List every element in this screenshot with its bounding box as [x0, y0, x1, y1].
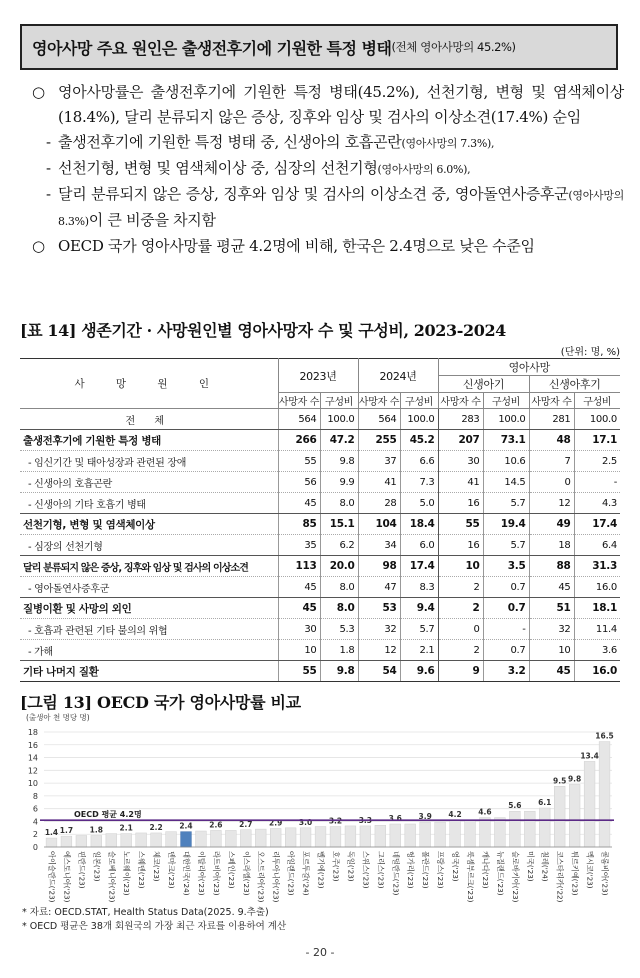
table-row — [20, 598, 620, 619]
deaths-cell: 35 — [278, 535, 320, 556]
deaths-cell: 2 — [438, 577, 483, 598]
deaths-cell: 266 — [278, 430, 320, 451]
chart-bar — [136, 833, 147, 847]
sub-bullet-3-text: 달리 분류되지 않은 증상, 징후와 임상 및 검사의 이상소견 중, 영아돌연사증후군 — [58, 185, 569, 203]
average-note: * OECD 평균은 38개 회원국의 가장 최근 자료를 이용하여 계산 — [22, 921, 287, 932]
row-label: 전 체 — [20, 409, 278, 430]
ratio-cell: 5.7 — [483, 493, 529, 514]
deaths-cell: 55 — [278, 451, 320, 472]
chart-bar — [420, 822, 431, 847]
data-label: 1.4 — [44, 828, 59, 838]
table-row — [20, 430, 620, 451]
deaths-cell: 37 — [358, 451, 400, 472]
oecd-average-label: OECD 평균 4.2명 — [74, 810, 142, 820]
ratio-cell: 2.5 — [574, 451, 620, 472]
header-postneonatal: 신생아후기 — [529, 376, 620, 393]
row-label: - 신생아의 기타 호흡기 병태 — [20, 493, 278, 514]
deaths-cell: 207 — [438, 430, 483, 451]
ratio-cell: 9.6 — [400, 661, 438, 682]
header-ratio: 구성비 — [574, 393, 620, 409]
ratio-cell: 2.1 — [400, 640, 438, 661]
deaths-cell: 10 — [529, 640, 574, 661]
sub-bullet-1-text: 출생전후기에 기원한 특정 병태 중, 신생아의 호흡곤란 — [58, 133, 402, 151]
dash-marker: - — [46, 159, 51, 177]
y-tick-label: 2 — [32, 830, 38, 840]
row-label: - 신생아의 호흡곤란 — [20, 472, 278, 493]
ratio-cell: 9.4 — [400, 598, 438, 619]
deaths-cell: 45 — [529, 577, 574, 598]
ratio-cell: 9.8 — [320, 661, 358, 682]
chart-bar — [225, 830, 236, 847]
ratio-cell: 6.4 — [574, 535, 620, 556]
section-title-note: (전체 영아사망의 45.2%) — [391, 40, 516, 54]
chart-bar — [76, 836, 87, 848]
data-label: 4.6 — [478, 807, 492, 817]
ratio-cell: 9.9 — [320, 472, 358, 493]
chart-bar — [405, 824, 416, 847]
ratio-cell: 17.4 — [574, 514, 620, 535]
header-ratio: 구성비 — [400, 393, 438, 409]
deaths-cell: 0 — [529, 472, 574, 493]
bullet-1: ○ 영아사망률은 출생전후기에 기원한 특정 병태(45.2%), 선천기형, 변형 및 염색체이상(18.4%), 달리 분류되지 않은 증상, 징후와 임상 및 검사의 이상소견(17.4%) 순임 — [32, 80, 624, 130]
chart-bar — [240, 830, 251, 847]
sub-bullet-1 — [32, 130, 624, 156]
chart-bar — [554, 786, 565, 847]
x-tick-label: 아이슬란드('23) — [47, 851, 57, 902]
ratio-cell: 45.2 — [400, 430, 438, 451]
data-label: 2.6 — [209, 820, 223, 830]
x-tick-label: 독일('23) — [346, 851, 356, 882]
deaths-cell: 45 — [278, 493, 320, 514]
header-deaths: 사망자 수 — [278, 393, 320, 409]
x-tick-label: 스웨덴('23) — [137, 851, 147, 889]
deaths-cell: 41 — [438, 472, 483, 493]
ratio-cell: 100.0 — [574, 409, 620, 430]
header-ratio: 구성비 — [483, 393, 529, 409]
x-tick-label: 노르웨이('23) — [122, 851, 132, 896]
chart-bar — [375, 825, 386, 847]
data-label: 6.1 — [538, 798, 552, 808]
table-row — [20, 514, 620, 535]
ratio-cell: 8.0 — [320, 577, 358, 598]
ratio-cell: 3.2 — [483, 661, 529, 682]
header-neonatal: 신생아기 — [438, 376, 529, 393]
deaths-cell: 98 — [358, 556, 400, 577]
deaths-cell: 47 — [358, 577, 400, 598]
page-number: - 20 - — [305, 946, 335, 959]
chart-bar — [121, 834, 132, 847]
x-tick-label: 덴마크('23) — [167, 851, 177, 889]
section-title: 영아사망 주요 원인은 출생전후기에 기원한 특정 병태 — [32, 38, 392, 58]
table-row — [20, 577, 620, 598]
deaths-cell: 12 — [358, 640, 400, 661]
deaths-cell: 28 — [358, 493, 400, 514]
chart-bar — [211, 830, 222, 847]
chart-bar — [495, 818, 506, 847]
ratio-cell: 3.5 — [483, 556, 529, 577]
section-title-box — [20, 24, 618, 70]
table-row — [20, 619, 620, 640]
data-label: 2.1 — [119, 823, 133, 833]
x-tick-label: 폴란드('23) — [421, 851, 431, 889]
row-label: - 호흡과 관련된 기타 불의의 위협 — [20, 619, 278, 640]
chart-bar — [509, 811, 520, 847]
ratio-cell: 5.7 — [483, 535, 529, 556]
row-label: - 영아돌연사증후군 — [20, 577, 278, 598]
ratio-cell: 0.7 — [483, 640, 529, 661]
deaths-cell: 56 — [278, 472, 320, 493]
sub-bullet-3-note: (영아사망의 8.3%) — [58, 189, 624, 228]
chart-bar — [46, 838, 57, 847]
ratio-cell: 11.4 — [574, 619, 620, 640]
x-tick-label: 핀란드('23) — [77, 851, 87, 889]
x-tick-label: 뉴질랜드('23) — [495, 851, 505, 896]
row-label: 출생전후기에 기원한 특정 병태 — [20, 430, 278, 451]
deaths-cell: 16 — [438, 535, 483, 556]
x-tick-label: 슬로베니아('23) — [107, 851, 117, 902]
sub-bullet-2-text: 선천기형, 변형 및 염색체이상 중, 심장의 선천기형 — [58, 159, 378, 177]
data-label: 9.8 — [567, 774, 582, 784]
x-tick-label: 오스트리아('23) — [256, 851, 266, 902]
x-tick-label: 그리스('23) — [376, 851, 386, 889]
y-tick-label: 12 — [27, 766, 38, 776]
chart-bar — [569, 784, 580, 847]
x-tick-label: 일본('23) — [92, 851, 102, 882]
ratio-cell: 100.0 — [320, 409, 358, 430]
ratio-cell: 15.1 — [320, 514, 358, 535]
table-row — [20, 493, 620, 514]
oecd-infant-mortality-chart — [0, 710, 640, 902]
y-tick-label: 18 — [27, 728, 38, 737]
chart-bar — [181, 832, 192, 847]
deaths-cell: 32 — [529, 619, 574, 640]
header-deaths: 사망자 수 — [438, 393, 483, 409]
dash-marker: - — [46, 133, 51, 151]
ratio-cell: 10.6 — [483, 451, 529, 472]
row-label: 질병이환 및 사망의 외인 — [20, 598, 278, 619]
chart-bar — [285, 828, 296, 847]
row-label: 선천기형, 변형 및 염색체이상 — [20, 514, 278, 535]
chart-bar — [465, 820, 476, 847]
ratio-cell: 19.4 — [483, 514, 529, 535]
chart-bar — [599, 742, 610, 847]
x-tick-label: 체코('23) — [152, 851, 162, 882]
table-row — [20, 451, 620, 472]
ratio-cell: 47.2 — [320, 430, 358, 451]
data-label: 16.5 — [595, 731, 614, 741]
table-row — [20, 661, 620, 682]
deaths-cell: 104 — [358, 514, 400, 535]
x-tick-label: 캐나다('23) — [480, 851, 490, 889]
ratio-cell: 1.8 — [320, 640, 358, 661]
x-tick-label: 네덜란드('23) — [391, 851, 401, 896]
x-tick-label: 벨기에('23) — [316, 851, 326, 889]
header-cause: 사 망 원 인 — [20, 359, 278, 409]
ratio-cell: 5.3 — [320, 619, 358, 640]
x-tick-label: 헝가리('23) — [406, 851, 416, 889]
dash-marker: - — [46, 185, 51, 203]
row-label: - 임신기간 및 태아성장과 관련된 장애 — [20, 451, 278, 472]
sub-bullet-2-note: (영아사망의 6.0%), — [377, 163, 471, 176]
ratio-cell: 14.5 — [483, 472, 529, 493]
data-label: 2.7 — [239, 819, 253, 829]
deaths-cell: 0 — [438, 619, 483, 640]
deaths-cell: 55 — [438, 514, 483, 535]
chart-bar — [270, 828, 281, 847]
source-note: * 자료: OECD.STAT, Health Status Data(2025. 9.추출) — [22, 907, 269, 918]
ratio-cell: 4.3 — [574, 493, 620, 514]
data-label: 2.2 — [149, 822, 163, 832]
ratio-cell: 100.0 — [400, 409, 438, 430]
chart-bar — [345, 826, 356, 847]
data-label: 13.4 — [580, 751, 599, 761]
x-tick-label: 미국('23) — [525, 851, 535, 882]
deaths-cell: 7 — [529, 451, 574, 472]
x-tick-label: 아일랜드('23) — [286, 851, 296, 896]
figure-title: [그림 13] OECD 국가 영아사망률 비교 — [20, 693, 301, 712]
deaths-cell: 12 — [529, 493, 574, 514]
x-tick-label: 스위스('23) — [361, 851, 371, 889]
data-label: 3.2 — [328, 816, 343, 826]
deaths-cell: 564 — [358, 409, 400, 430]
chart-bar — [480, 818, 491, 847]
x-tick-label: 대한민국('24) — [182, 851, 191, 896]
deaths-cell: 2 — [438, 640, 483, 661]
x-tick-label: 이탈리아('23) — [196, 851, 206, 896]
ratio-cell: 6.2 — [320, 535, 358, 556]
deaths-cell: 45 — [529, 661, 574, 682]
row-label: - 가해 — [20, 640, 278, 661]
ratio-cell: - — [574, 472, 620, 493]
x-tick-label: 영국('23) — [451, 851, 461, 882]
chart-bar — [450, 820, 461, 847]
table-row — [20, 640, 620, 661]
deaths-cell: 34 — [358, 535, 400, 556]
deaths-cell: 10 — [438, 556, 483, 577]
ratio-cell: 100.0 — [483, 409, 529, 430]
deaths-cell: 16 — [438, 493, 483, 514]
header-infant-death: 영아사망 — [438, 359, 620, 376]
x-tick-label: 콜롬비아('23) — [600, 851, 610, 896]
x-tick-label: 에스토니아('23) — [62, 851, 72, 902]
deaths-cell: 88 — [529, 556, 574, 577]
deaths-cell: 53 — [358, 598, 400, 619]
x-tick-label: 멕시코('23) — [585, 851, 595, 889]
chart-bar — [151, 833, 162, 847]
ratio-cell: 3.6 — [574, 640, 620, 661]
x-tick-label: 룩셈부르크('23) — [466, 851, 475, 902]
y-tick-label: 6 — [32, 804, 38, 814]
data-label: 1.8 — [89, 825, 103, 835]
x-tick-label: 리투아니아('23) — [271, 851, 281, 902]
ratio-cell: 9.8 — [320, 451, 358, 472]
sub-bullet-1-note: (영아사망의 7.3%), — [401, 137, 495, 150]
ratio-cell: 18.4 — [400, 514, 438, 535]
table-unit: (단위: 명, %) — [560, 347, 620, 358]
ratio-cell: 7.3 — [400, 472, 438, 493]
deaths-cell: 283 — [438, 409, 483, 430]
ratio-cell: 18.1 — [574, 598, 620, 619]
ratio-cell: 5.7 — [400, 619, 438, 640]
y-tick-label: 16 — [27, 740, 38, 750]
data-label: 3.6 — [388, 814, 402, 823]
chart-bar — [435, 822, 446, 847]
chart-bar — [390, 824, 401, 847]
deaths-cell: 85 — [278, 514, 320, 535]
deaths-cell: 564 — [278, 409, 320, 430]
ratio-cell: 8.3 — [400, 577, 438, 598]
data-label: 5.6 — [508, 801, 522, 811]
deaths-cell: 45 — [278, 598, 320, 619]
table-row — [20, 409, 620, 430]
deaths-cell: 48 — [529, 430, 574, 451]
stats-table — [20, 358, 620, 682]
deaths-cell: 18 — [529, 535, 574, 556]
table-title: [표 14] 생존기간 · 사망원인별 영아사망자 수 및 구성비, 2023-2024 — [20, 321, 506, 340]
deaths-cell: 2 — [438, 598, 483, 619]
table-row — [20, 472, 620, 493]
ratio-cell: 16.0 — [574, 577, 620, 598]
chart-bar — [300, 828, 311, 847]
deaths-cell: 9 — [438, 661, 483, 682]
header-deaths: 사망자 수 — [529, 393, 574, 409]
chart-bar — [255, 829, 266, 847]
data-label: 9.5 — [553, 776, 567, 786]
ratio-cell: 6.0 — [400, 535, 438, 556]
deaths-cell: 30 — [438, 451, 483, 472]
x-tick-label: 슬로바키아('23) — [510, 851, 520, 902]
deaths-cell: 113 — [278, 556, 320, 577]
chart-bar — [584, 761, 595, 847]
source-notes — [22, 906, 286, 934]
ratio-cell: 17.1 — [574, 430, 620, 451]
sub-bullet-2 — [32, 156, 624, 182]
ratio-cell: 0.7 — [483, 598, 529, 619]
header-ratio: 구성비 — [320, 393, 358, 409]
deaths-cell: 49 — [529, 514, 574, 535]
y-tick-label: 0 — [32, 843, 38, 852]
x-tick-label: 프랑스('23) — [436, 851, 446, 889]
table-row — [20, 535, 620, 556]
chart-bar — [61, 836, 72, 847]
data-label: 3.9 — [418, 812, 432, 822]
ratio-cell: 17.4 — [400, 556, 438, 577]
chart-bar — [524, 811, 535, 847]
x-tick-label: 튀르키예('23) — [570, 851, 580, 896]
sub-bullet-3 — [32, 182, 624, 234]
row-label: - 심장의 선천기형 — [20, 535, 278, 556]
chart-bar — [360, 826, 371, 847]
ratio-cell: 8.0 — [320, 493, 358, 514]
x-tick-label: 이스라엘('23) — [241, 851, 251, 896]
chart-bar — [330, 827, 341, 847]
data-label: 1.7 — [59, 826, 74, 836]
header-2023: 2023년 — [278, 359, 358, 393]
data-label: 2.4 — [179, 821, 193, 831]
deaths-cell: 32 — [358, 619, 400, 640]
summary-bullets — [32, 80, 624, 259]
x-tick-label: 스페인('23) — [226, 851, 236, 889]
deaths-cell: 41 — [358, 472, 400, 493]
bullet-2: ○ OECD 국가 영아사망률 평균 4.2명에 비해, 한국은 2.4명으로 낮은 수준임 — [32, 234, 624, 259]
sub-bullet-3-tail: 이 큰 비중을 차지함 — [88, 211, 216, 229]
data-label: 2.9 — [269, 818, 283, 828]
x-tick-label: 칠레('24) — [540, 851, 550, 882]
chart-bar — [106, 834, 117, 847]
chart-bar — [91, 836, 102, 848]
ratio-cell: 73.1 — [483, 430, 529, 451]
chart-bar — [166, 832, 177, 847]
y-tick-label: 4 — [32, 817, 38, 827]
chart-bar — [539, 808, 550, 847]
data-label: 3.3 — [358, 815, 373, 825]
deaths-cell: 255 — [358, 430, 400, 451]
data-label: 4.2 — [448, 810, 462, 820]
deaths-cell: 10 — [278, 640, 320, 661]
deaths-cell: 281 — [529, 409, 574, 430]
deaths-cell: 55 — [278, 661, 320, 682]
data-label: 3.0 — [298, 817, 313, 827]
ratio-cell: 6.6 — [400, 451, 438, 472]
y-tick-label: 14 — [27, 753, 38, 763]
ratio-cell: 31.3 — [574, 556, 620, 577]
y-tick-label: 10 — [27, 779, 38, 789]
ratio-cell: 0.7 — [483, 577, 529, 598]
deaths-cell: 45 — [278, 577, 320, 598]
table-row — [20, 556, 620, 577]
x-tick-label: 호주('23) — [331, 851, 341, 882]
ratio-cell: 8.0 — [320, 598, 358, 619]
ratio-cell: 5.0 — [400, 493, 438, 514]
x-tick-label: 라트비아('23) — [211, 851, 221, 896]
y-axis-label: (출생아 천 명당 명) — [26, 713, 90, 722]
x-tick-label: 코스타리카('22) — [555, 851, 565, 902]
ratio-cell: 20.0 — [320, 556, 358, 577]
deaths-cell: 54 — [358, 661, 400, 682]
row-label: 달리 분류되지 않은 증상, 징후와 임상 및 검사의 이상소견 — [20, 556, 278, 577]
ratio-cell: 16.0 — [574, 661, 620, 682]
deaths-cell: 51 — [529, 598, 574, 619]
row-label: 기타 나머지 질환 — [20, 661, 278, 682]
ratio-cell: - — [483, 619, 529, 640]
x-tick-label: 포르투갈('24) — [301, 851, 311, 896]
chart-bar — [315, 827, 326, 847]
deaths-cell: 30 — [278, 619, 320, 640]
y-tick-label: 8 — [32, 791, 38, 801]
header-deaths: 사망자 수 — [358, 393, 400, 409]
header-2024: 2024년 — [358, 359, 438, 393]
chart-bar — [196, 831, 207, 847]
